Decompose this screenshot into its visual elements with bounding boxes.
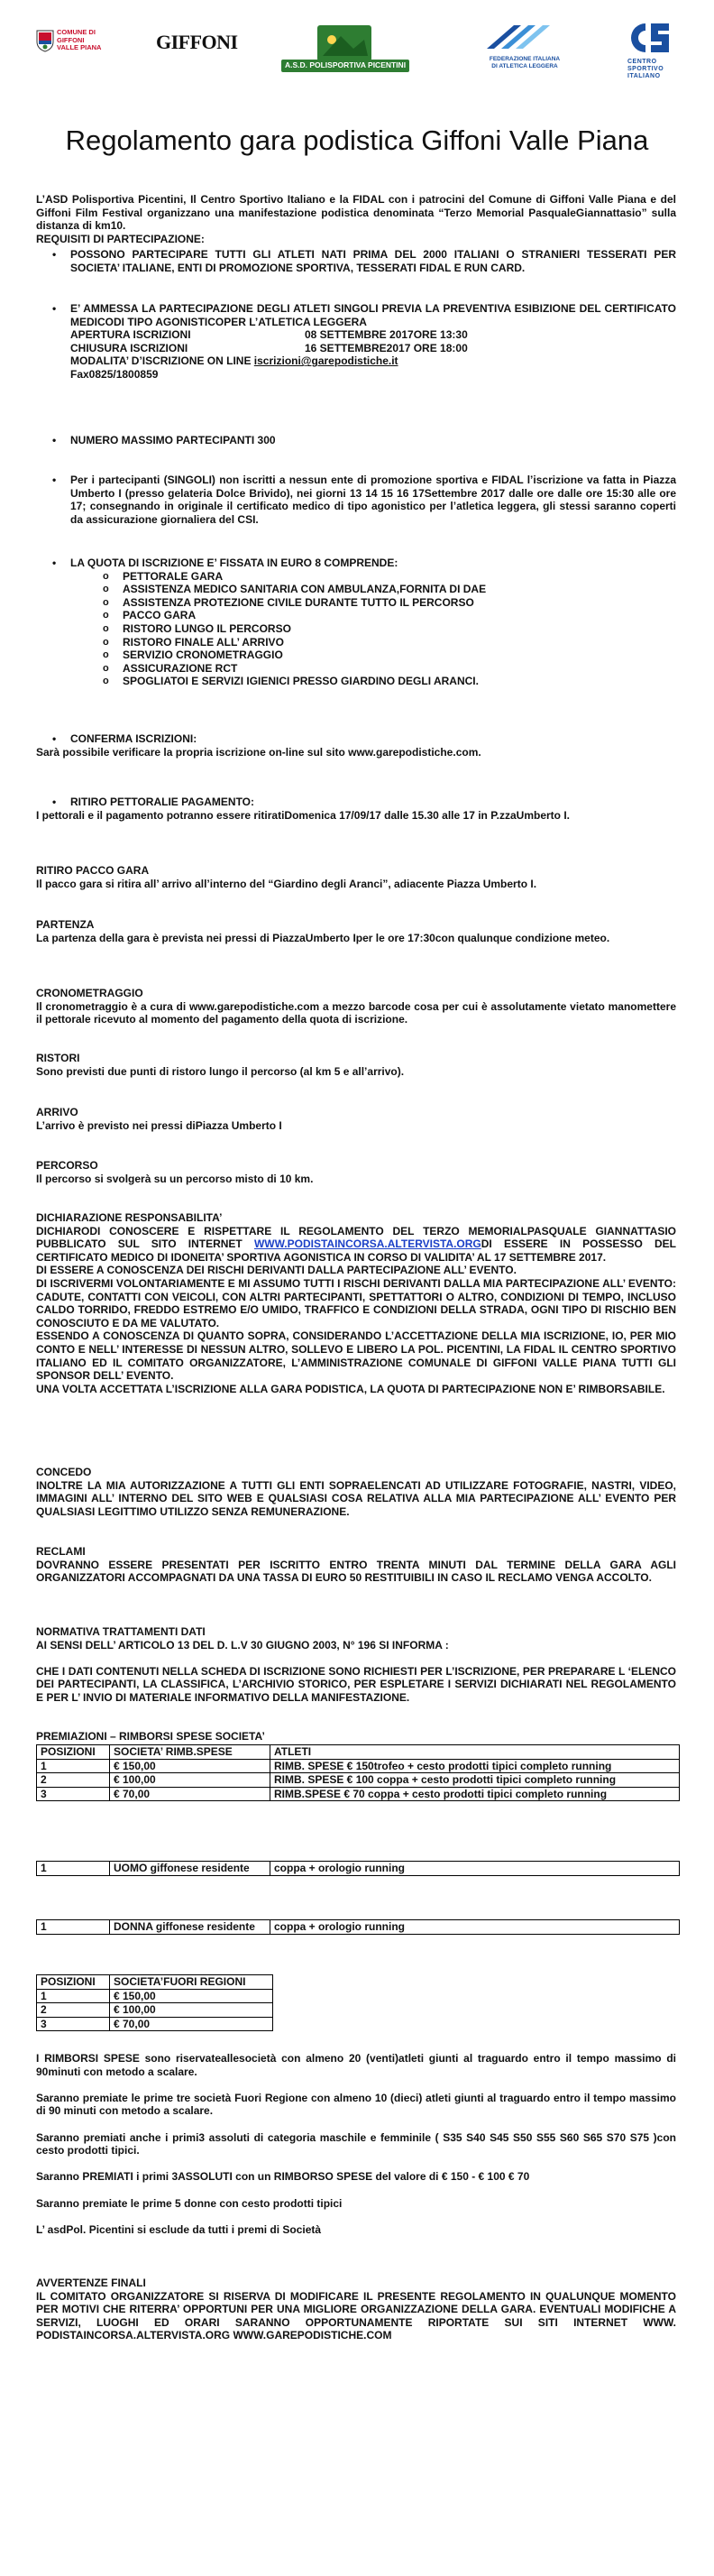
list-item: • RITIRO PETTORALIE PAGAMENTO: [36, 796, 676, 809]
table-row: 1 DONNA giffonese residente coppa + orologio running [37, 1920, 680, 1935]
concedo-heading: CONCEDO [36, 1466, 92, 1478]
dichiarazione-section: DICHIARAZIONE RESPONSABILITA’ DICHIARODI CONOSCERE E RISPETTARE IL REGOLAMENTO DEL TERZO MEMORIALPASQUALE GIANNATTASIO PUBBLICATO SUL SITO INTERNET WWW.PODISTAINCORSA.ALTERVISTA.ORGDI ESSERE IN POSSESSO DEL CERTIFICATO MEDICO DI IDONEITA’ SPORTIVA AGONISTICA IN CORSO DI VALIDITA’ AL 17 SETTEMBRE 2017. DI ESSERE A CONOSCENZA DEI RISCHI DERIVANTI DALLA PARTECIPAZIONE ALL’ EVENTO. DI ISCRIVERMI VOLONTARIAMENTE E MI ASSUMO TUTTI I RISCHI DERIVANTI DALLA MIA PARTECIPAZIONE ALL’ EVENTO: CADUTE, CONTATTI CON VEICOLI, CON ALTRI PARTECIPANTI, SPETTATTORI O ALTRO, CONDIZIONI DI TEMPO, INCLUSO CALDO TORRIDO, FREDDO ESTREMO E/O UMIDO, TRAFFICO E CONDIZIONI DELLA STRADA, OGNI TIPO DI RISCHIO BEN CONOSCIUTO E DA ME VALUTATO. ESSENDO A CONOSCENZA DI QUANTO SOPRA, CONSIDERANDO L’ACCETTAZIONE DELLA MIA ISCRIZIONE, IO, PER MIO CONTO E NELL’ INTERESSE DI NESSUN ALTRO, SOLLEVO E LIBERO LA POL. PICENTINI, LA FIDAL IL CENTRO SPORTIVO ITALIANO ED IL COMITATO ORGANIZZATORE, L’AMMINISTRAZIONE COMUNALE DI GIFFONI VALLE PIANA TUTTI GLI SPONSOR DELL’ EVENTO. UNA VOLTA ACCETTATA L’ISCRIZIONE ALLA GARA PODISTICA, LA QUOTA DI PARTECIPAZIONE NON E’ RIMBORSABILE. [36, 1211, 676, 1395]
podistaincorsa-link[interactable]: WWW.PODISTAINCORSA.ALTERVISTA.ORG [253, 1237, 481, 1251]
chiusura-value: 16 SETTEMBRE2017 ORE 18:00 [305, 341, 468, 354]
list-item: • NUMERO MASSIMO PARTECIPANTI 300 [36, 434, 676, 447]
percorso-section [36, 1159, 676, 1185]
quota-item: o PETTORALE GARA [123, 570, 676, 584]
table-row [37, 1989, 273, 2003]
dichiarazione-heading: DICHIARAZIONE RESPONSABILITA’ [36, 1211, 223, 1224]
apertura-label: APERTURA ISCRIZIONI [70, 328, 191, 342]
pacco-section [36, 864, 676, 890]
uomo-table [36, 1861, 680, 1876]
email-link[interactable]: iscrizioni@garepodistiche.it [253, 354, 398, 368]
list-item: • CONFERMA ISCRIZIONI: [36, 732, 676, 746]
table-cell: 3 [37, 1787, 110, 1801]
partenza-text: La partenza della gara è prevista nei pressi di PiazzaUmberto Iper le ore 17:30con qualunque condizione meteo. [36, 931, 610, 944]
table-cell: 1 [37, 1989, 110, 2003]
fidal-logo [478, 20, 572, 85]
column-header: SOCIETA’FUORI REGIONI [110, 1975, 273, 1990]
csi-label: CENTRO SPORTIVO ITALIANO [627, 59, 664, 79]
concedo-section [36, 1466, 676, 1518]
reclami-section [36, 1545, 676, 1585]
table-cell: 2 [37, 1773, 110, 1788]
modalita-label: MODALITA’ D’ISCRIZIONE ON LINE [70, 354, 252, 368]
partenza-section [36, 918, 676, 944]
avvertenze-heading: AVVERTENZE FINALI [36, 2277, 146, 2289]
table-header-row [37, 1745, 680, 1760]
table-cell: 3 [37, 2017, 110, 2031]
pacco-heading: RITIRO PACCO GARA [36, 864, 150, 877]
arrivo-text: L’arrivo è previsto nei pressi diPiazza Umberto I [36, 1118, 282, 1132]
arrivo-section [36, 1106, 676, 1132]
fidal-emblem-icon [478, 20, 572, 54]
reclami-text: DOVRANNO ESSERE PRESENTATI PER ISCRITTO ENTRO TRENTA MINUTI DAL TERMINE DELLA GARA AGLI ORGANIZZATORI ACCOMPAGNATI DA UNA TASSA DI EURO 50 RESTITUIBILI IN CASO IL RECLAMO VENGA ACCOLTO. [36, 1558, 676, 1585]
partenza-heading: PARTENZA [36, 918, 95, 931]
csi-emblem-icon [627, 20, 674, 56]
fax-text: Fax0825/1800859 [70, 367, 159, 381]
table-cell: € 100,00 [110, 1773, 270, 1788]
table-row [37, 1759, 680, 1773]
quota-item: o SERVIZIO CRONOMETRAGGIO [123, 649, 676, 662]
polisportiva-label: A.S.D. POLISPORTIVA PICENTINI [284, 60, 407, 69]
table-cell: RIMB. SPESE € 100 coppa + cesto prodotti tipici completo running [270, 1773, 680, 1788]
table-header-row [37, 1975, 273, 1990]
conferma-section [36, 732, 676, 759]
quota-item: o SPOGLIATOI E SERVIZI IGIENICI PRESSO GIARDINO DEGLI ARANCI. [123, 675, 676, 688]
table-cell: 2 [37, 2003, 110, 2018]
list-item: • LA QUOTA DI ISCRIZIONE E’ FISSATA IN EURO 8 COMPRENDE: [36, 557, 676, 570]
normativa-heading: NORMATIVA TRATTAMENTI DATI [36, 1625, 206, 1638]
table-row [37, 1773, 680, 1788]
ristori-heading: RISTORI [36, 1052, 80, 1064]
quota-item: o RISTORO LUNGO IL PERCORSO [123, 622, 676, 636]
apertura-value: 08 SETTEMBRE 2017ORE 13:30 [305, 328, 468, 342]
premi-heading: PREMIAZIONI – RIMBORSI SPESE SOCIETA’ [36, 1730, 265, 1743]
quota-item: o ASSISTENZA MEDICO SANITARIA CON AMBULANZA,FORNITA DI DAE [123, 583, 676, 596]
column-header: POSIZIONI [37, 1975, 110, 1990]
reclami-heading: RECLAMI [36, 1545, 86, 1558]
table-cell: RIMB.SPESE € 70 coppa + cesto prodotti tipici completo running [270, 1787, 680, 1801]
quota-item: o PACCO GARA [123, 609, 676, 622]
rimborsi-section: I RIMBORSI SPESE sono riservateallesocietà con almeno 20 (venti)atleti giunti al traguardo entro il tempo massimo di 90minuti con metodo a scalare. Saranno premiate le prime tre società Fuori Regione con almeno 10 (dieci) atleti giunti al traguardo entro il tempo massimo di 90 minuti con metodo a scalare. Saranno premiati anche i primi3 assoluti di categoria maschile e femminile ( S35 S40 S45 S50 S55 S60 S65 S70 S75 )con cesto prodotti tipici. Saranno PREMIATI i primi 3ASSOLUTI con un RIMBORSO SPESE del valore di € 150 - € 100 € 70 Saranno premiate le prime 5 donne con cesto prodotti tipici L’ asdPol. Picentini si esclude da tutti i premi di Società [36, 2052, 676, 2236]
polisportiva-picentini-logo [278, 20, 413, 85]
column-header: ATLETI [270, 1745, 680, 1760]
crono-heading: CRONOMETRAGGIO [36, 987, 143, 999]
table-cell: 1 [37, 1759, 110, 1773]
comune-giffoni-logo [36, 20, 110, 85]
arrivo-heading: ARRIVO [36, 1106, 78, 1118]
concedo-text: INOLTRE LA MIA AUTORIZZAZIONE A TUTTI GLI ENTI SOPRAELENCATI AD UTILIZZARE FOTOGRAFIE, NASTRI, VIDEO, IMMAGINI ALL’ INTERNO DEL SITO WEB E QUALSIASI COSA RELATIVA ALLA MIA PARTECIPAZIONE ALL’ EVENTO PER QUALSIASI LEGITTIMO UTILIZZO SENZA REMUNERAZIONE. [36, 1478, 676, 1518]
singoli-section [36, 474, 676, 526]
ammissione-section [36, 302, 676, 382]
donna-table [36, 1919, 680, 1935]
table-cell: € 70,00 [110, 1787, 270, 1801]
normativa-section [36, 1625, 676, 1705]
pacco-text: Il pacco gara si ritira all’ arrivo all’interno del “Giardino degli Aranci”, adiacente Piazza Umberto I. [36, 877, 537, 890]
intro-text: L’ASD Polisportiva Picentini, Il Centro Sportivo Italiano e la FIDAL con i patrocini del Comune di Giffoni Valle Piana e del Giffoni Film Festival organizzano una manifestazione podistica denominata “Terzo Memorial PasqualeGiannattasio” sulla distanza di km10. [36, 193, 676, 233]
avvertenze-text: IL COMITATO ORGANIZZATORE SI RISERVA DI MODIFICARE IL PRESENTE REGOLAMENTO IN QUALUNQUE MOMENTO PER MOTIVI CHE RITERRA’ OPPORTUNI PER UNA MIGLIORE ORGANIZZAZIONE DELLA GARA. EVENTUALI MODIFICHE A SERVIZI, LUOGHI ED ORARI SARANNO OPPORTUNAMENTE RIPORTATE SUI SITI INTERNET WWW. PODISTAINCORSA.ALTERVISTA.ORG WWW.GAREPODISTICHE.COM [36, 2289, 676, 2342]
table-cell: € 150,00 [110, 1759, 270, 1773]
table-cell: RIMB. SPESE € 150trofeo + cesto prodotti tipici completo running [270, 1759, 680, 1773]
quota-section [36, 557, 676, 688]
requisiti-list [36, 248, 676, 274]
list-item: • POSSONO PARTECIPARE TUTTI GLI ATLETI NATI PRIMA DEL 2000 ITALIANI O STRANIERI TESSERATI PER SOCIETA’ ITALIANE, ENTI DI PROMOZIONE SPORTIVA, TESSERATI FIDAL E RUN CARD. [36, 248, 676, 274]
table-row: 1 UOMO giffonese residente coppa + orologio running [37, 1862, 680, 1876]
normativa-text: CHE I DATI CONTENUTI NELLA SCHEDA DI ISCRIZIONE SONO RICHIESTI PER L’ISCRIZIONE, PER PREPARARE L ‘ELENCO DEI PARTECIPANTI, LA CLASSIFICA, L’ARCHIVIO STORICO, PER ESPLETARE I SERVIZI DICHIARATI NEL REGOLAMENTO E PER L’ INVIO DI MATERIALE INFORMATIVO DELLA MANIFESTAZIONE. [36, 1664, 676, 1704]
page-title: Regolamento gara podistica Giffoni Valle Piana [65, 124, 649, 156]
quota-item: o ASSISTENZA PROTEZIONE CIVILE DURANTE TUTTO IL PERCORSO [123, 596, 676, 610]
comune-giffoni-label: COMUNE DI GIFFONI VALLE PIANA [57, 28, 102, 51]
avvertenze-section [36, 2277, 676, 2342]
ristori-section [36, 1052, 676, 1078]
conferma-text: Sarà possibile verificare la propria iscrizione on-line sul sito www.garepodistiche.com. [36, 745, 481, 759]
giffoni-film-label: GIFFONI [156, 31, 238, 53]
table-row [37, 2003, 273, 2018]
ritiro-text: I pettorali e il pagamento potranno essere ritiratiDomenica 17/09/17 dalle 15.30 alle 17 in P.zzaUmberto I. [36, 808, 571, 822]
fuori-regione-table [36, 1974, 273, 2031]
column-header: SOCIETA’ RIMB.SPESE [110, 1745, 270, 1760]
list-item: • E’ AMMESSA LA PARTECIPAZIONE DEGLI ATLETI SINGOLI PREVIA LA PREVENTIVA ESIBIZIONE DEL CERTIFICATO MEDICODI TIPO AGONISTICOPER L’ATLETICA LEGGERA APERTURA ISCRIZIONI 08 SETTEMBRE 2017ORE 13:30 CHIUSURA ISCRIZIONI 16 SETTEMBRE2017 ORE 18:00 MODALITA’ D’ISCRIZIONE ON LINE iscrizioni@garepodistiche.it Fax0825/1800859 [36, 302, 676, 382]
max-participants [36, 434, 676, 447]
table-cell: € 100,00 [110, 2003, 273, 2018]
premi-table [36, 1744, 680, 1801]
percorso-heading: PERCORSO [36, 1159, 98, 1172]
percorso-text: Il percorso si svolgerà su un percorso misto di 10 km. [36, 1172, 314, 1185]
ristori-text: Sono previsti due punti di ristoro lungo il percorso (al km 5 e all’arrivo). [36, 1064, 405, 1078]
coat-of-arms-icon [36, 29, 54, 52]
quota-items-list [36, 570, 676, 688]
fidal-label: FEDERAZIONE ITALIANA DI ATLETICA LEGGERA [489, 56, 561, 69]
ritiro-section [36, 796, 676, 822]
table-cell: € 70,00 [110, 2017, 273, 2031]
giffoni-film-festival-logo [156, 20, 239, 85]
list-item: • Per i partecipanti (SINGOLI) non iscritti a nessun ente di promozione sportiva e FIDAL l’iscrizione va fatta in Piazza Umberto I (presso gelateria Dolce Brivido), nei giorni 13 14 15 16 17Settembre 2017 dalle ore dalle ore 15:30 alle ore 17; consegnando in originale il certificato medico di tipo agonistico per l’atletica leggera, gli stessi saranno coperti da assicurazione giornaliera del CSI. [36, 474, 676, 526]
column-header: POSIZIONI [37, 1745, 110, 1760]
csi-logo [624, 20, 678, 85]
crono-section [36, 987, 676, 1026]
quota-item: o ASSICURAZIONE RCT [123, 662, 676, 676]
intro-section [36, 193, 676, 245]
table-row [37, 2017, 273, 2031]
logo-bar [36, 20, 678, 85]
table-cell: € 150,00 [110, 1989, 273, 2003]
quota-item: o RISTORO FINALE ALL’ ARRIVO [123, 636, 676, 649]
chiusura-label: CHIUSURA ISCRIZIONI [70, 341, 188, 354]
crono-text: Il cronometraggio è a cura di www.garepodistiche.com a mezzo barcode cosa per cui è assolutamente vietato manomettere il pettorale ricevuto al momento del pagamento della quota di iscrizione. [36, 999, 676, 1026]
polisportiva-emblem-icon [278, 20, 413, 85]
requisiti-heading: REQUISITI DI PARTECIPAZIONE: [36, 232, 205, 245]
table-row [37, 1787, 680, 1801]
normativa-sub: AI SENSI DELL’ ARTICOLO 13 DEL D. L.V 30 GIUGNO 2003, N° 196 SI INFORMA : [36, 1638, 449, 1651]
